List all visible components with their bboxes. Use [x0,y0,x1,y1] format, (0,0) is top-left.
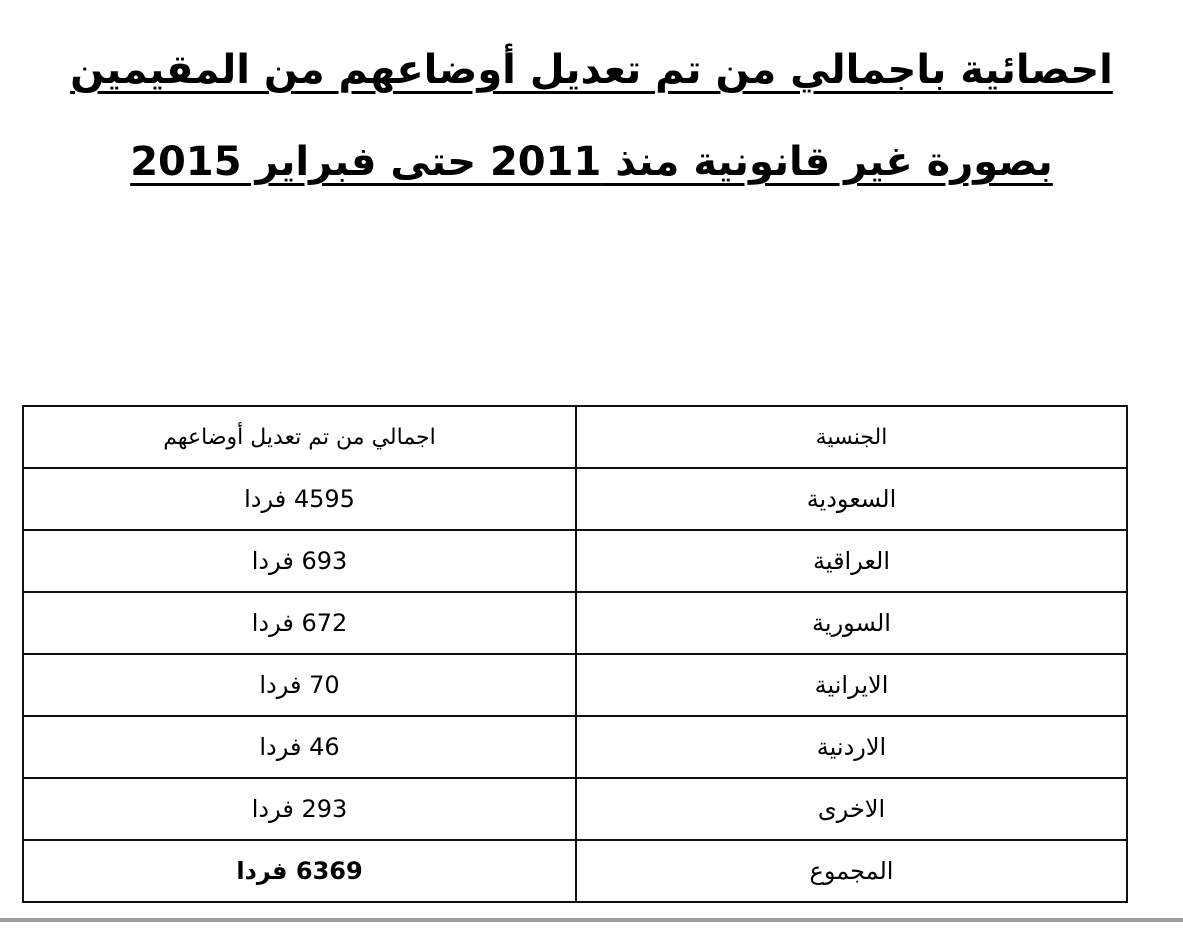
count-cell: 672 فردا [23,592,576,654]
table-header-row [23,406,1127,468]
table-row [23,468,1127,530]
table-row [23,654,1127,716]
title-line-1: احصائية باجمالي من تم تعديل أوضاعهم من المقيمين [70,47,1113,93]
document-title [0,40,1183,192]
page-bottom-divider [0,918,1183,922]
nationality-cell: السعودية [576,468,1127,530]
header-nationality: الجنسية [576,406,1127,468]
nationality-cell: الاخرى [576,778,1127,840]
total-label-cell: المجموع [576,840,1127,902]
nationality-cell: السورية [576,592,1127,654]
count-cell: 46 فردا [23,716,576,778]
table-row [23,716,1127,778]
table-row [23,778,1127,840]
nationality-cell: العراقية [576,530,1127,592]
count-cell: 4595 فردا [23,468,576,530]
title-line-2: بصورة غير قانونية منذ 2011 حتى فبراير 2015 [130,139,1053,185]
count-cell: 693 فردا [23,530,576,592]
header-total: اجمالي من تم تعديل أوضاعهم [23,406,576,468]
nationality-cell: الاردنية [576,716,1127,778]
table-row [23,530,1127,592]
total-row [23,840,1127,902]
nationality-cell: الايرانية [576,654,1127,716]
statistics-table [22,405,1128,903]
table-row [23,592,1127,654]
count-cell: 70 فردا [23,654,576,716]
count-cell: 293 فردا [23,778,576,840]
total-count-cell: 6369 فردا [23,840,576,902]
